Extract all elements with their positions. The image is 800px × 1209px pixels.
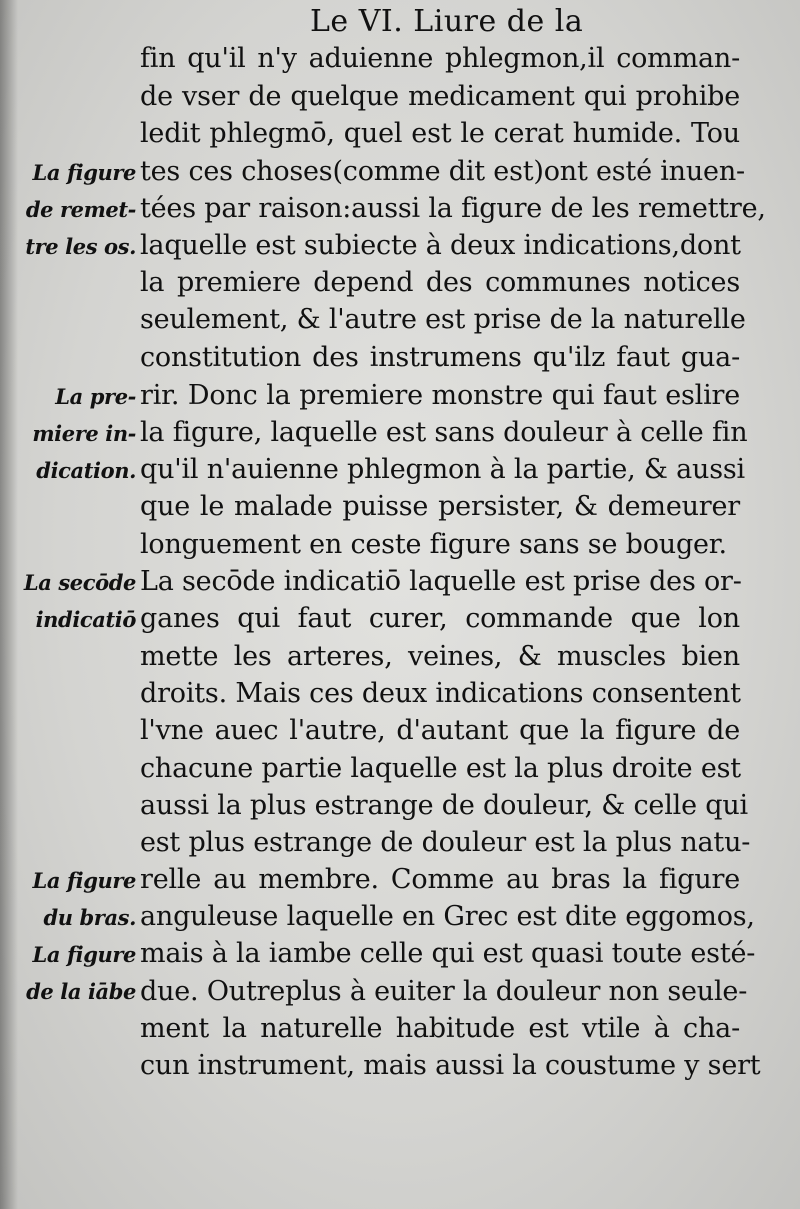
- text-line: ganes qui faut curer, commande que lon: [140, 603, 740, 634]
- text-line: aussi la plus estrange de douleur, & celle qui: [140, 790, 748, 821]
- margin-note: miere in-: [32, 421, 136, 446]
- text-line: longuement en ceste figure sans se bouger.: [140, 529, 727, 560]
- text-line: rir. Donc la premiere monstre qui faut eslire: [140, 380, 740, 411]
- text-line: fin qu'il n'y aduienne phlegmon,il comman-: [140, 43, 740, 74]
- text-line: laquelle est subiecte à deux indications,dont: [140, 230, 741, 261]
- text-line: chacune partie laquelle est la plus droite est: [140, 753, 741, 784]
- text-line: que le malade puisse persister, & demeurer: [140, 491, 740, 522]
- text-line: due. Outreplus à euiter la douleur non seule-: [140, 976, 748, 1007]
- text-line: seulement, & l'autre est prise de la naturelle: [140, 304, 746, 335]
- margin-note: La figure: [32, 160, 136, 185]
- text-line: droits. Mais ces deux indications consentent: [140, 678, 741, 709]
- text-line: tes ces choses(comme dit est)ont esté inuen-: [140, 156, 745, 187]
- text-line: tées par raison:aussi la figure de les remettre,: [140, 193, 766, 224]
- text-line: anguleuse laquelle en Grec est dite eggomos,: [140, 901, 755, 932]
- text-line: la figure, laquelle est sans douleur à celle fin: [140, 417, 748, 448]
- text-line: de vser de quelque medicament qui prohibe: [140, 81, 740, 112]
- margin-note: de la iābe: [26, 979, 136, 1004]
- text-line: qu'il n'auienne phlegmon à la partie, & aussi: [140, 454, 745, 485]
- text-line: ment la naturelle habitude est vtile à cha-: [140, 1013, 740, 1044]
- margin-note: La secōde: [23, 570, 136, 595]
- text-line: ledit phlegmō, quel est le cerat humide. Tou: [140, 118, 740, 149]
- margin-note: du bras.: [43, 905, 136, 930]
- margin-note: tre les os.: [25, 234, 136, 259]
- text-line: l'vne auec l'autre, d'autant que la figure de: [140, 715, 740, 746]
- text-line: mette les arteres, veines, & muscles bien: [140, 641, 740, 672]
- margin-note: dication.: [36, 458, 136, 483]
- margin-note: La pre-: [55, 384, 136, 409]
- text-line: la premiere depend des communes notices: [140, 267, 740, 298]
- margin-note: La figure: [32, 942, 136, 967]
- text-line: relle au membre. Comme au bras la figure: [140, 864, 740, 895]
- text-line: La secōde indicatiō laquelle est prise des or-: [140, 566, 742, 597]
- running-header: Le VI. Liure de la: [310, 4, 584, 39]
- gutter-shadow: [0, 0, 18, 1209]
- margin-note: La figure: [32, 868, 136, 893]
- text-line: cun instrument, mais aussi la coustume y sert: [140, 1050, 761, 1081]
- margin-note: indicatiō: [35, 607, 136, 632]
- margin-note: de remet-: [25, 197, 136, 222]
- text-line: mais à la iambe celle qui est quasi toute esté-: [140, 938, 756, 969]
- text-line: est plus estrange de douleur est la plus natu-: [140, 827, 751, 858]
- text-line: constitution des instrumens qu'ilz faut gua-: [140, 342, 740, 373]
